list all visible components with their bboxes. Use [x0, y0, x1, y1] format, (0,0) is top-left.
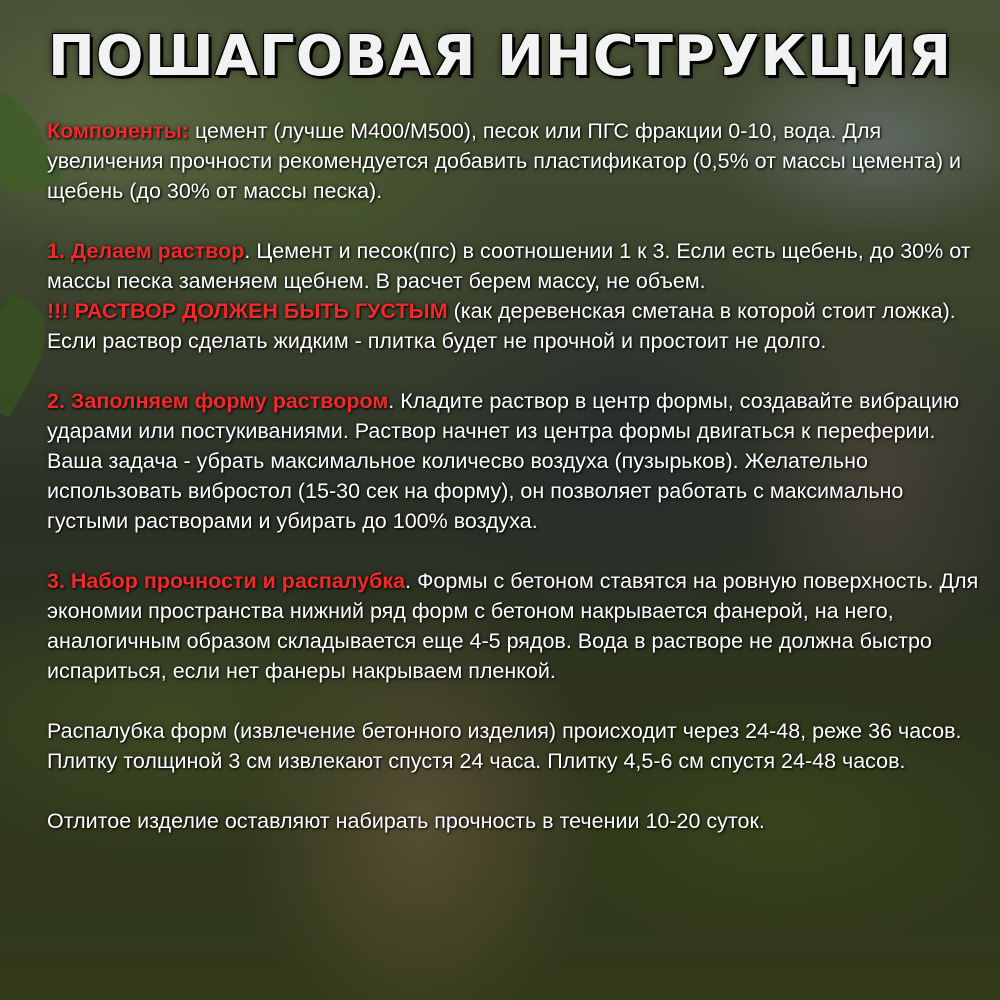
page-title: ПОШАГОВАЯ ИНСТРУКЦИЯ — [48, 24, 952, 89]
demolding-paragraph: Распалубка форм (извлечение бетонного изделия) происходит через 24-48, реже 36 часов. Плитку толщиной 3 см извлекают спустя 24 часа. Плитку 4,5-6 см спустя 24-48 часов. — [47, 719, 962, 773]
step1-text-continued: (как деревенская сметана в которой стоит ложка). Если раствор сделать жидким - плитка будет не прочной и простоит не долго. — [47, 299, 956, 353]
step2-text: . Кладите раствор в центр формы, создавайте вибрацию ударами или постукиваниями. Раствор начнет из центра формы двигаться к переферии. Ваша задача - убрать максимальное количесво воздуха (пузырьков). Желательно использовать вибростол (15-30 сек на форму), он позволяет работать с максимально густыми растворами и убирать до 100% воздуха. — [47, 389, 960, 533]
curing-paragraph: Отлитое изделие оставляют набирать прочность в течении 10-20 суток. — [47, 809, 765, 833]
step3-text: . Формы с бетоном ставятся на ровную поверхность. Для экономии пространства нижний ряд форм с бетоном накрывается фанерой, на него, аналогичным образом складывается еще 4-5 рядов. Вода в растворе не должна быстро испариться, если нет фанеры накрываем пленкой. — [47, 569, 979, 683]
instruction-body — [47, 116, 982, 866]
step1-label: 1. Делаем раствор — [47, 239, 245, 263]
step3-label: 3. Набор прочности и распалубка — [47, 569, 406, 593]
components-text: цемент (лучше М400/М500), песок или ПГС фракции 0-10, вода. Для увеличения прочности рекомендуется добавить пластификатор (0,5% от массы цемента) и щебень (до 30% от массы песка). — [47, 119, 961, 203]
step1-warning: !!! РАСТВОР ДОЛЖЕН БЫТЬ ГУСТЫМ — [47, 299, 448, 323]
components-label: Компоненты: — [47, 119, 189, 143]
step1-text: . Цемент и песок(пгс) в соотношении 1 к 3. Если есть щебень, до 30% от массы песка заменяем щебнем. В расчет берем массу, не объем. — [47, 239, 971, 293]
step2-label: 2. Заполняем форму раствором — [47, 389, 389, 413]
step1-paragraph — [47, 236, 982, 356]
step2-paragraph — [47, 386, 982, 536]
components-paragraph — [47, 116, 982, 206]
step3-paragraph — [47, 566, 982, 686]
